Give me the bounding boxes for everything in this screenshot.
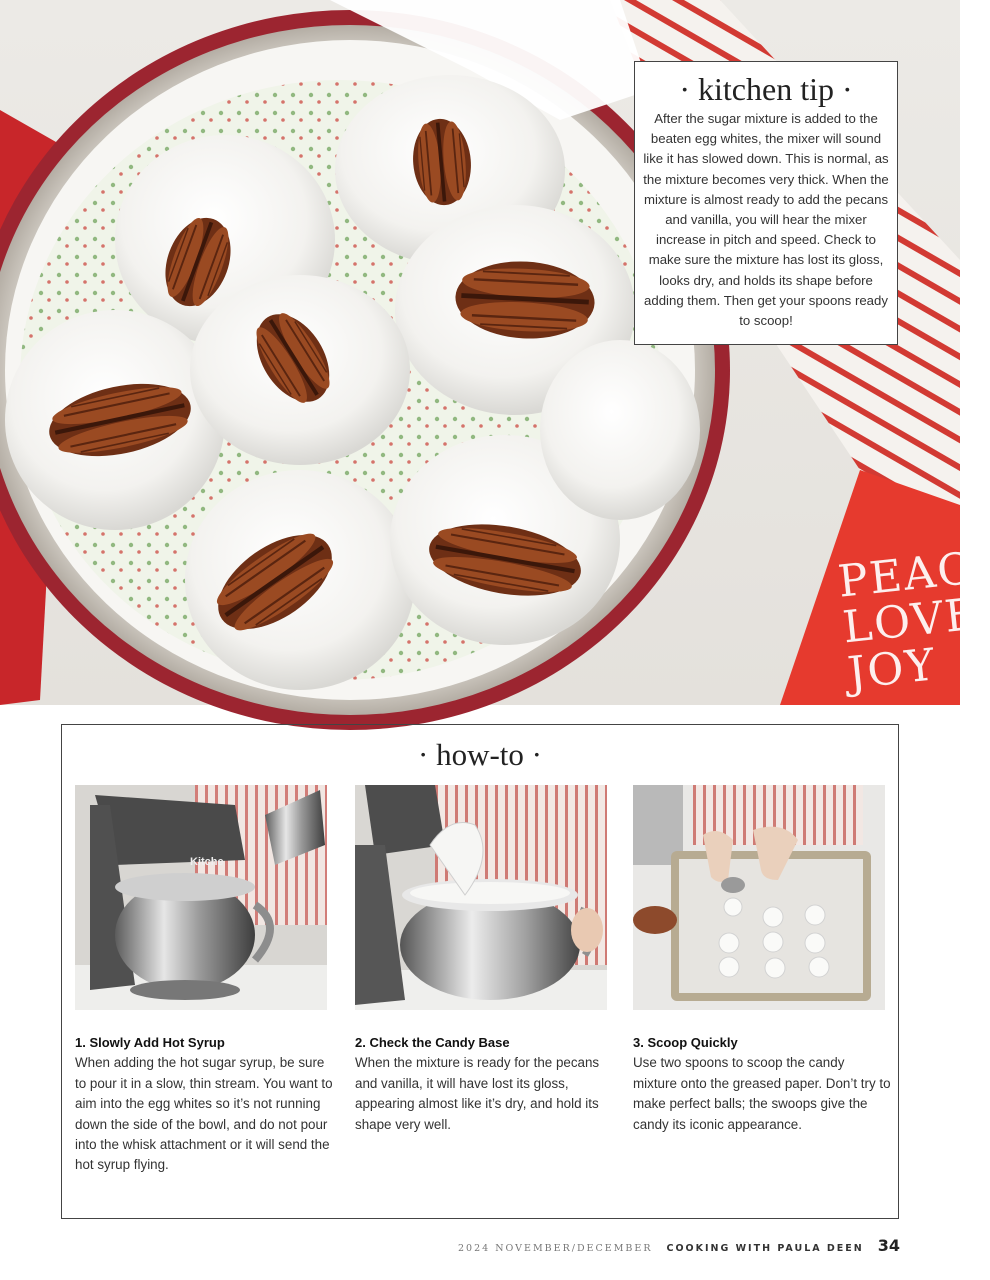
publication-name: COOKING WITH PAULA DEEN <box>666 1243 864 1254</box>
mixer-brand-label: Kitche <box>190 856 224 868</box>
page-footer <box>458 1236 900 1256</box>
card-line: JOY <box>845 639 939 700</box>
kitchen-tip-box <box>634 61 898 345</box>
step-1-title: 1. Slowly Add Hot Syrup <box>75 1035 225 1050</box>
step-3-photo <box>633 785 885 1010</box>
step-2-body: When the mixture is ready for the pecans and vanilla, it will have lost its gloss, appearing almost like it’s dry, and hold its shape very well. <box>355 1055 600 1132</box>
step-3 <box>633 1033 891 1135</box>
how-to-title: · how-to · <box>418 737 542 772</box>
step-1-photo <box>75 785 327 1010</box>
step-3-title: 3. Scoop Quickly <box>633 1035 738 1050</box>
step-3-body: Use two spoons to scoop the candy mixture onto the greased paper. Don’t try to make perfect balls; the swoops give the candy its iconic appearance. <box>633 1055 891 1132</box>
kitchen-tip-body: After the sugar mixture is added to the beaten egg whites, the mixer will sound like it has slowed down. This is normal, as the mixture becomes very thick. When the mixture is almost ready to add the pecans and vanilla, you will hear the mixer increase in pitch and speed. Check to make sure the mixture has lost its gloss, looks dry, and holds its shape before adding them. Then get your spoons ready to scoop! <box>643 111 889 329</box>
scooping-illustration <box>633 785 885 1010</box>
step-1-body: When adding the hot sugar syrup, be sure to pour it in a slow, thin stream. You want to aim into the egg whites so it’s not running down the side of the bowl, and do not pour into the whisk attachment or it will send the hot syrup flying. <box>75 1055 333 1173</box>
kitchen-tip-title: · kitchen tip · <box>679 71 853 107</box>
card-line: LOVE <box>840 588 982 654</box>
card-line: PEAC <box>835 542 976 608</box>
issue-date: 2024 NOVEMBER/DECEMBER <box>458 1243 653 1254</box>
step-2-photo <box>355 785 607 1010</box>
page-number: 34 <box>877 1236 900 1255</box>
step-1 <box>75 1033 333 1176</box>
card-greeting <box>835 542 990 700</box>
step-2 <box>355 1033 613 1135</box>
how-to-box <box>61 724 899 1219</box>
step-2-title: 2. Check the Candy Base <box>355 1035 510 1050</box>
mixer-whisk-illustration <box>355 785 607 1010</box>
mixer-pour-illustration <box>75 785 327 1010</box>
